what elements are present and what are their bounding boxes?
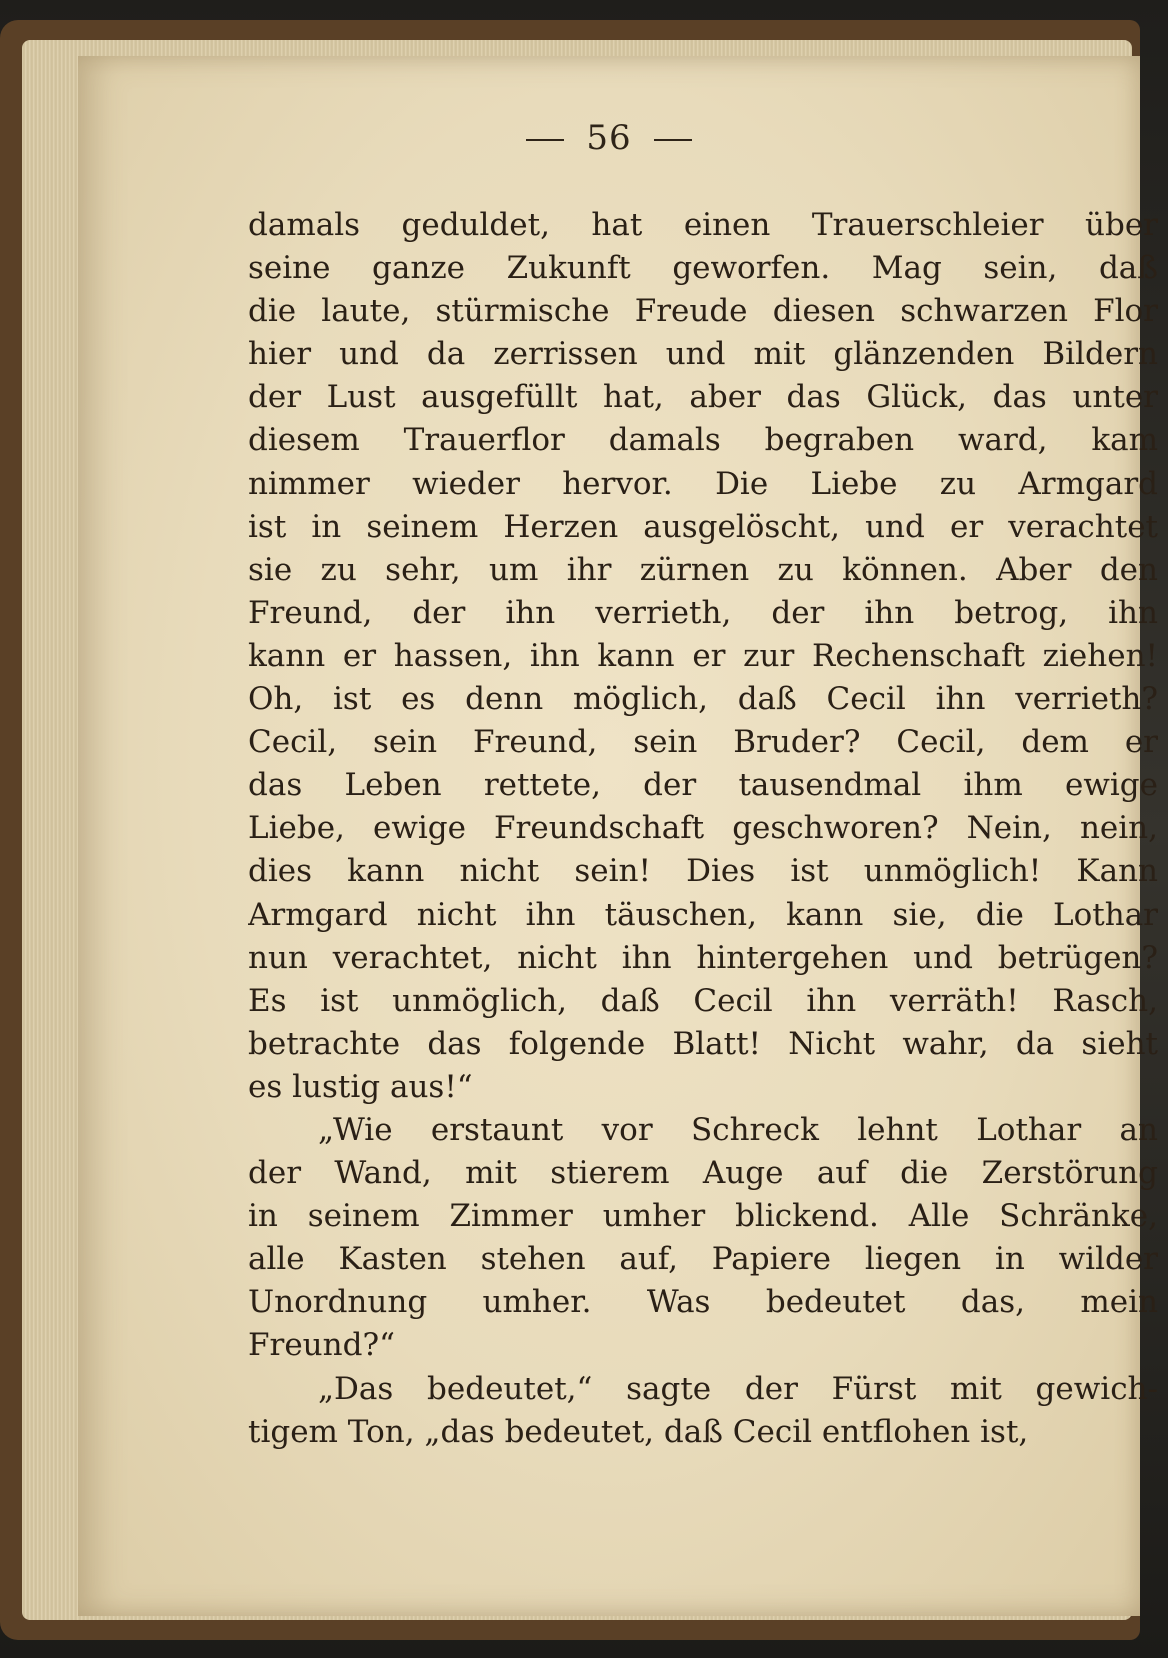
text-line: die laute, stürmische Freude diesen schwarzen Flor <box>248 293 1158 330</box>
text-line: das Leben rettete, der tausendmal ihm ewige <box>248 767 1158 804</box>
text-line: Unordnung umher. Was bedeutet das, mein <box>248 1284 1158 1321</box>
text-line: Armgard nicht ihn täuschen, kann sie, die Lothar <box>248 896 1158 933</box>
paragraph <box>248 204 1158 1109</box>
text-line: sie zu sehr, um ihr zürnen zu können. Aber den <box>248 551 1158 588</box>
text-line: Es ist unmöglich, daß Cecil ihn verräth! Rasch, <box>248 982 1158 1019</box>
text-line: „Wie erstaunt vor Schreck lehnt Lothar an <box>318 1111 1158 1148</box>
book-page <box>78 56 1158 1616</box>
header-dash-right <box>654 139 692 141</box>
header-dash-left <box>526 139 564 141</box>
text-line: es lustig aus!“ <box>248 1068 473 1105</box>
page-header <box>78 118 1140 158</box>
text-line: kann er hassen, ihn kann er zur Rechenschaft ziehen! <box>248 637 1158 674</box>
text-line: ist in seinem Herzen ausgelöscht, und er verachtet <box>248 508 1158 545</box>
text-line: Freund?“ <box>248 1327 395 1364</box>
text-line: in seinem Zimmer umher blickend. Alle Schränke, <box>248 1198 1158 1235</box>
text-line: alle Kasten stehen auf, Papiere liegen in wilder <box>248 1241 1158 1278</box>
text-line: der Lust ausgefüllt hat, aber das Glück, das unter <box>248 379 1158 416</box>
text-line: Liebe, ewige Freundschaft geschworen? Nein, nein, <box>248 810 1158 847</box>
text-line: hier und da zerrissen und mit glänzenden Bildern <box>248 336 1158 373</box>
text-line: damals geduldet, hat einen Trauerschleier über <box>248 207 1158 243</box>
text-line: seine ganze Zukunft geworfen. Mag sein, daß <box>248 250 1158 287</box>
page-number: 56 <box>586 118 632 158</box>
paragraph <box>248 1368 1158 1454</box>
text-line: der Wand, mit stierem Auge auf die Zerstörung <box>248 1155 1158 1192</box>
text-line: dies kann nicht sein! Dies ist unmöglich! Kann <box>248 853 1158 890</box>
text-line: diesem Trauerflor damals begraben ward, kam <box>248 422 1158 459</box>
text-line: Freund, der ihn verrieth, der ihn betrog, ihn <box>248 594 1158 631</box>
text-line: Cecil, sein Freund, sein Bruder? Cecil, dem er <box>248 724 1158 761</box>
text-line: nimmer wieder hervor. Die Liebe zu Armgard <box>248 465 1158 502</box>
text-line: betrachte das folgende Blatt! Nicht wahr, da sieht <box>248 1025 1158 1062</box>
paragraph <box>248 1109 1158 1368</box>
text-line: „Das bedeutet,“ sagte der Fürst mit gewich- <box>318 1370 1158 1407</box>
text-line: nun verachtet, nicht ihn hintergehen und betrügen? <box>248 939 1158 976</box>
page-text <box>248 204 1158 1454</box>
text-line: Oh, ist es denn möglich, daß Cecil ihn verrieth? <box>248 681 1158 718</box>
text-line: tigem Ton, „das bedeutet, daß Cecil entflohen ist, <box>248 1413 1029 1450</box>
